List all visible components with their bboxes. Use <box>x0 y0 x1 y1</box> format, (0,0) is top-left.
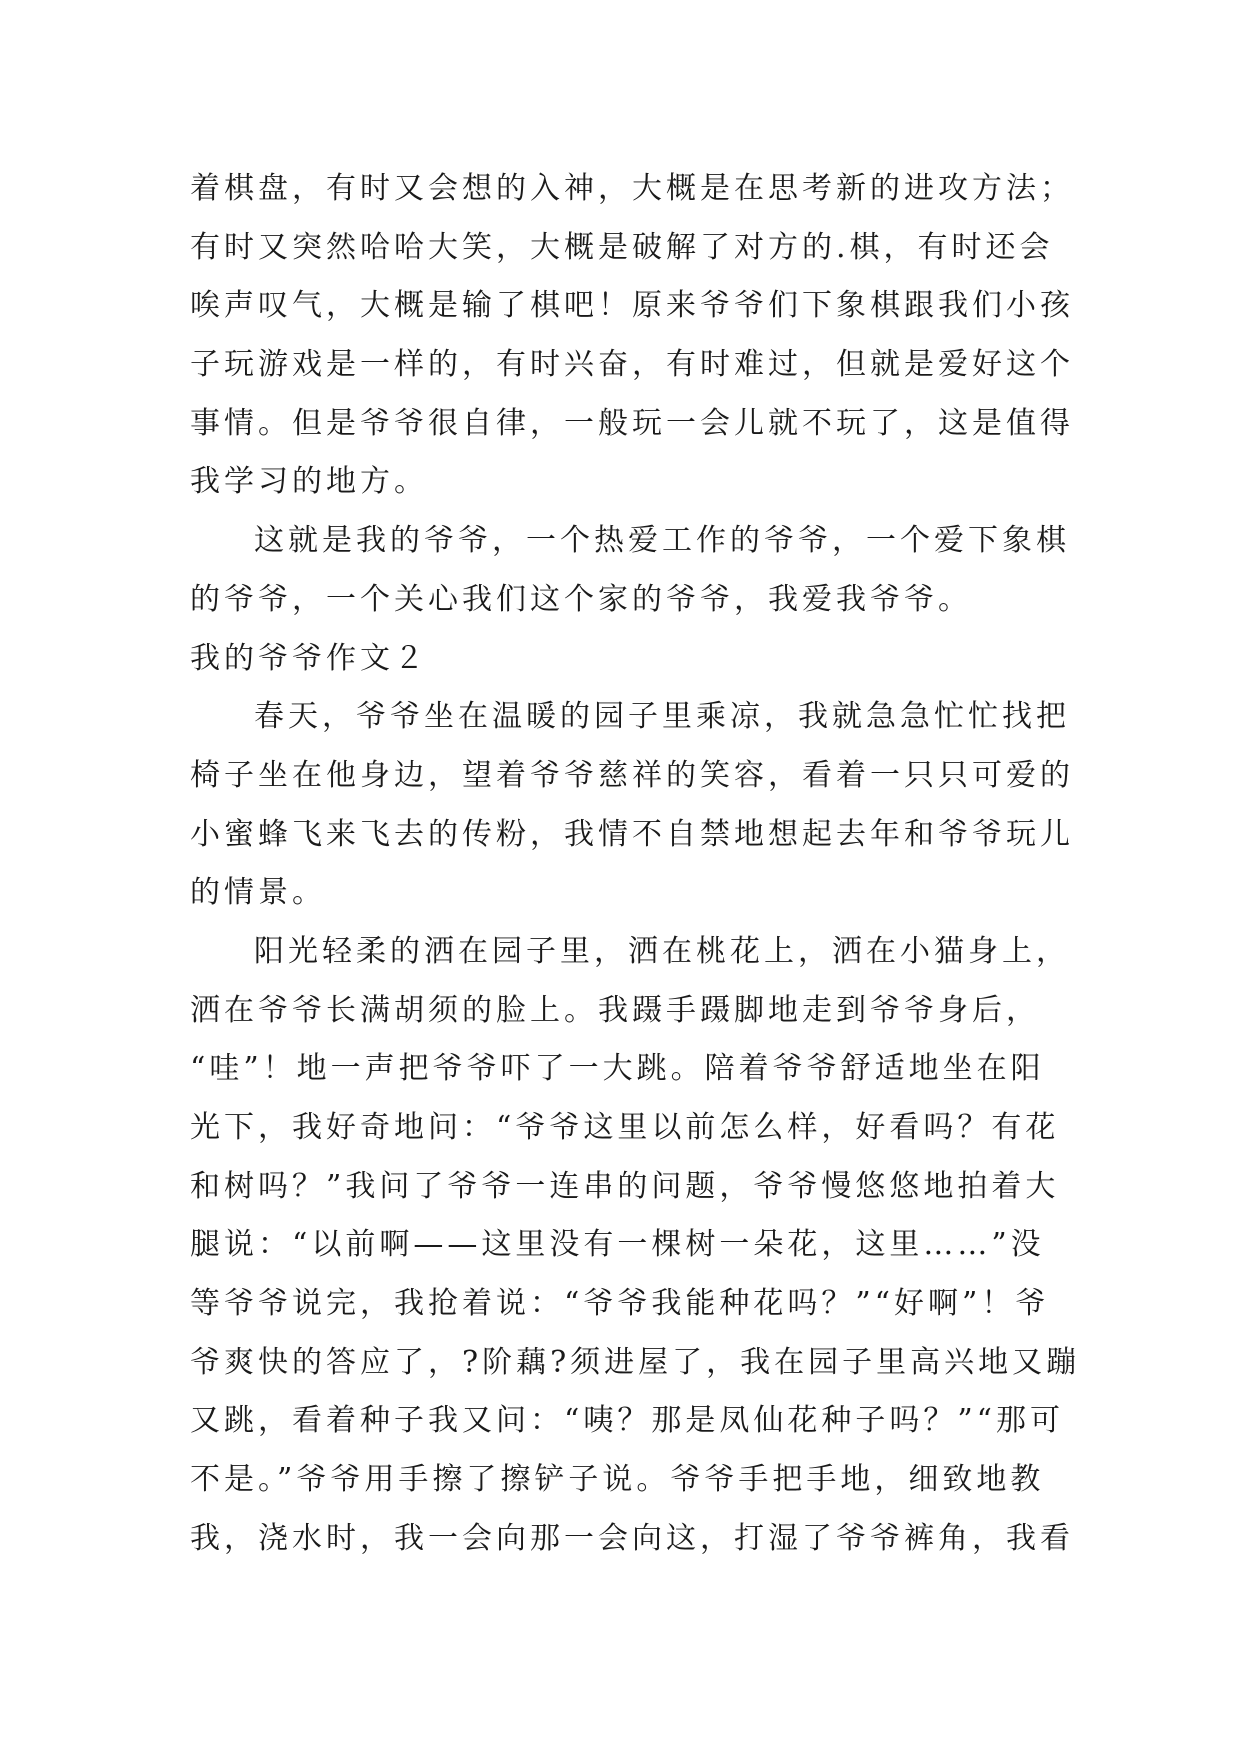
text-line: 子玩游戏是一样的，有时兴奋，有时难过，但就是爱好这个 <box>190 347 1074 383</box>
text-line: 的爷爷，一个关心我们这个家的爷爷，我爱我爷爷。 <box>190 581 972 617</box>
text-line: 洒在爷爷长满胡须的脸上。我蹑手蹑脚地走到爷爷身后， <box>190 992 1040 1028</box>
text-line: 有时又突然哈哈大笑，大概是破解了对方的.棋，有时还会 <box>190 229 1054 265</box>
text-line: 等爷爷说完，我抢着说：“爷爷我能种花吗？”“好啊”！爷 <box>190 1286 1050 1322</box>
paragraph-start-line: 春天，爷爷坐在温暖的园子里乘凉，我就急急忙忙找把 <box>254 699 1070 735</box>
text-line: 的情景。 <box>190 875 326 911</box>
text-line: 不是。”爷爷用手擦了擦铲子说。爷爷手把手地，细致地教 <box>190 1462 1045 1498</box>
text-line: 事情。但是爷爷很自律，一般玩一会儿就不玩了，这是值得 <box>190 405 1074 441</box>
text-line: 光下，我好奇地问：“爷爷这里以前怎么样，好看吗？有花 <box>190 1110 1060 1145</box>
text-line: 椅子坐在他身边，望着爷爷慈祥的笑容，看着一只只可爱的 <box>190 757 1074 793</box>
text-line: 爷爽快的答应了，?阶藕?须进屋了，我在园子里高兴地又蹦 <box>190 1344 1081 1380</box>
text-line: 腿说：“以前啊——这里没有一棵树一朵花，这里……”没 <box>190 1227 1045 1263</box>
text-line: “哇”！地一声把爷爷吓了一大跳。陪着爷爷舒适地坐在阳 <box>190 1051 1045 1087</box>
essay-body <box>190 160 1081 1569</box>
text-line: 小蜜蜂飞来飞去的传粉，我情不自禁地想起去年和爷爷玩儿 <box>190 816 1074 852</box>
paragraph-start-line: 这就是我的爷爷，一个热爱工作的爷爷，一个爱下象棋 <box>254 523 1070 559</box>
text-line: 又跳，看着种子我又问：“咦？那是凤仙花种子吗？”“那可 <box>190 1403 1065 1439</box>
text-line: 唉声叹气，大概是输了棋吧！原来爷爷们下象棋跟我们小孩 <box>190 288 1074 324</box>
text-line: 着棋盘，有时又会想的入神，大概是在思考新的进攻方法； <box>190 171 1074 206</box>
text-line: 我，浇水时，我一会向那一会向这，打湿了爷爷裤角，我看 <box>190 1520 1074 1556</box>
paragraph-start-line: 阳光轻柔的洒在园子里，洒在桃花上，洒在小猫身上， <box>254 933 1070 969</box>
text-line: 我学习的地方。 <box>190 464 428 500</box>
text-line: 和树吗？”我问了爷爷一连串的问题，爷爷慢悠悠地拍着大 <box>190 1168 1060 1204</box>
section-heading: 我的爷爷作文２ <box>190 640 428 676</box>
